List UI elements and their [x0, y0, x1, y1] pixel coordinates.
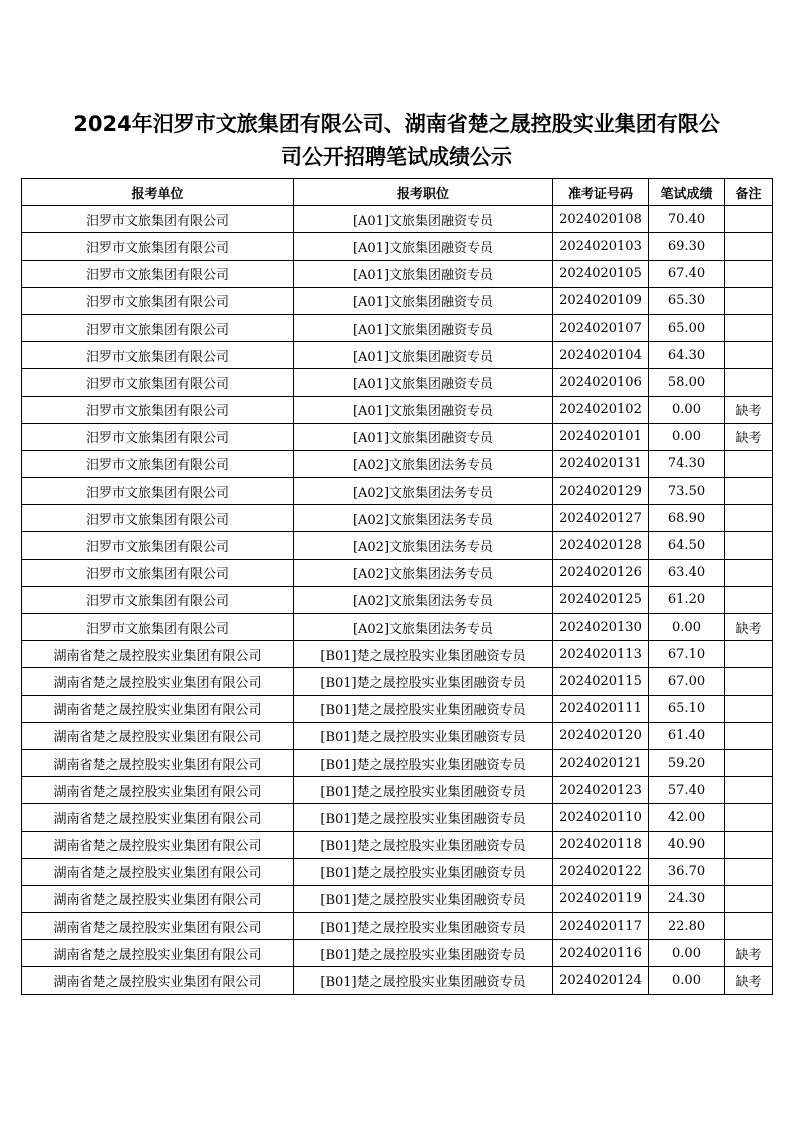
cell-score: 69.30: [649, 233, 725, 260]
cell-exam-id: 2024020101: [553, 423, 649, 450]
cell-exam-id: 2024020129: [553, 478, 649, 505]
cell-note: [725, 369, 773, 396]
table-row: [22, 559, 773, 586]
cell-note: [725, 641, 773, 668]
cell-unit: 湖南省楚之晟控股实业集团有限公司: [22, 722, 294, 749]
table-row: [22, 342, 773, 369]
cell-note: [725, 885, 773, 912]
cell-position: [B01]楚之晟控股实业集团融资专员: [294, 885, 553, 912]
header-row: [22, 179, 773, 206]
cell-unit: 湖南省楚之晟控股实业集团有限公司: [22, 749, 294, 776]
cell-note: 缺考: [725, 967, 773, 994]
table-header: [22, 179, 773, 206]
cell-position: [B01]楚之晟控股实业集团融资专员: [294, 777, 553, 804]
cell-score: 74.30: [649, 450, 725, 477]
table-row: [22, 314, 773, 341]
cell-note: [725, 722, 773, 749]
cell-note: 缺考: [725, 423, 773, 450]
header-position: 报考职位: [294, 179, 553, 206]
cell-exam-id: 2024020105: [553, 260, 649, 287]
title-line-2: 司公开招聘笔试成绩公示: [281, 145, 512, 169]
cell-position: [A02]文旅集团法务专员: [294, 450, 553, 477]
cell-score: 65.00: [649, 314, 725, 341]
cell-note: [725, 749, 773, 776]
header-score: 笔试成绩: [649, 179, 725, 206]
cell-note: [725, 913, 773, 940]
cell-position: [A02]文旅集团法务专员: [294, 532, 553, 559]
cell-note: [725, 695, 773, 722]
table-row: [22, 858, 773, 885]
cell-unit: 汨罗市文旅集团有限公司: [22, 396, 294, 423]
table-row: [22, 777, 773, 804]
cell-exam-id: 2024020116: [553, 940, 649, 967]
cell-note: [725, 777, 773, 804]
cell-note: [725, 287, 773, 314]
cell-score: 64.30: [649, 342, 725, 369]
cell-position: [A01]文旅集团融资专员: [294, 342, 553, 369]
cell-unit: 汨罗市文旅集团有限公司: [22, 206, 294, 233]
cell-note: [725, 260, 773, 287]
cell-position: [A01]文旅集团融资专员: [294, 206, 553, 233]
cell-unit: 湖南省楚之晟控股实业集团有限公司: [22, 804, 294, 831]
cell-note: 缺考: [725, 940, 773, 967]
cell-position: [A02]文旅集团法务专员: [294, 614, 553, 641]
table-row: [22, 369, 773, 396]
cell-score: 67.40: [649, 260, 725, 287]
cell-exam-id: 2024020106: [553, 369, 649, 396]
cell-score: 65.10: [649, 695, 725, 722]
cell-unit: 汨罗市文旅集团有限公司: [22, 423, 294, 450]
cell-unit: 汨罗市文旅集团有限公司: [22, 287, 294, 314]
table-row: [22, 260, 773, 287]
cell-position: [B01]楚之晟控股实业集团融资专员: [294, 641, 553, 668]
cell-unit: 湖南省楚之晟控股实业集团有限公司: [22, 940, 294, 967]
header-exam-id: 准考证号码: [553, 179, 649, 206]
cell-unit: 汨罗市文旅集团有限公司: [22, 260, 294, 287]
cell-exam-id: 2024020111: [553, 695, 649, 722]
cell-exam-id: 2024020130: [553, 614, 649, 641]
table-body: [22, 206, 773, 994]
cell-position: [A02]文旅集团法务专员: [294, 559, 553, 586]
cell-note: [725, 478, 773, 505]
cell-unit: 湖南省楚之晟控股实业集团有限公司: [22, 777, 294, 804]
cell-unit: 湖南省楚之晟控股实业集团有限公司: [22, 831, 294, 858]
cell-position: [B01]楚之晟控股实业集团融资专员: [294, 967, 553, 994]
cell-score: 58.00: [649, 369, 725, 396]
cell-score: 0.00: [649, 423, 725, 450]
cell-note: [725, 505, 773, 532]
cell-position: [B01]楚之晟控股实业集团融资专员: [294, 831, 553, 858]
cell-note: [725, 206, 773, 233]
table-row: [22, 913, 773, 940]
cell-position: [B01]楚之晟控股实业集团融资专员: [294, 940, 553, 967]
cell-position: [B01]楚之晟控股实业集团融资专员: [294, 722, 553, 749]
header-note: 备注: [725, 179, 773, 206]
cell-unit: 汨罗市文旅集团有限公司: [22, 505, 294, 532]
cell-score: 57.40: [649, 777, 725, 804]
cell-unit: 汨罗市文旅集团有限公司: [22, 478, 294, 505]
cell-score: 68.90: [649, 505, 725, 532]
cell-score: 24.30: [649, 885, 725, 912]
cell-note: [725, 559, 773, 586]
cell-exam-id: 2024020126: [553, 559, 649, 586]
cell-exam-id: 2024020108: [553, 206, 649, 233]
cell-note: [725, 858, 773, 885]
cell-unit: 湖南省楚之晟控股实业集团有限公司: [22, 641, 294, 668]
cell-exam-id: 2024020123: [553, 777, 649, 804]
table-row: [22, 641, 773, 668]
table-row: [22, 695, 773, 722]
cell-score: 42.00: [649, 804, 725, 831]
cell-position: [A01]文旅集团融资专员: [294, 396, 553, 423]
cell-position: [A02]文旅集团法务专员: [294, 586, 553, 613]
cell-note: [725, 342, 773, 369]
cell-exam-id: 2024020109: [553, 287, 649, 314]
table-row: [22, 804, 773, 831]
table-row: [22, 831, 773, 858]
title-line-1: 2024年汨罗市文旅集团有限公司、湖南省楚之晟控股实业集团有限公: [73, 112, 720, 136]
cell-position: [A01]文旅集团融资专员: [294, 369, 553, 396]
table-row: [22, 967, 773, 994]
cell-position: [A01]文旅集团融资专员: [294, 287, 553, 314]
cell-exam-id: 2024020115: [553, 668, 649, 695]
table-row: [22, 586, 773, 613]
cell-score: 67.10: [649, 641, 725, 668]
cell-exam-id: 2024020125: [553, 586, 649, 613]
cell-unit: 汨罗市文旅集团有限公司: [22, 314, 294, 341]
cell-exam-id: 2024020124: [553, 967, 649, 994]
cell-exam-id: 2024020110: [553, 804, 649, 831]
cell-unit: 汨罗市文旅集团有限公司: [22, 614, 294, 641]
results-table: [21, 178, 773, 995]
table-row: [22, 749, 773, 776]
cell-unit: 汨罗市文旅集团有限公司: [22, 532, 294, 559]
cell-note: 缺考: [725, 614, 773, 641]
table-row: [22, 396, 773, 423]
cell-score: 59.20: [649, 749, 725, 776]
cell-position: [A01]文旅集团融资专员: [294, 233, 553, 260]
table-row: [22, 614, 773, 641]
cell-note: [725, 586, 773, 613]
table-row: [22, 206, 773, 233]
cell-position: [A02]文旅集团法务专员: [294, 478, 553, 505]
cell-position: [B01]楚之晟控股实业集团融资专员: [294, 858, 553, 885]
cell-unit: 湖南省楚之晟控股实业集团有限公司: [22, 885, 294, 912]
cell-exam-id: 2024020119: [553, 885, 649, 912]
table-row: [22, 505, 773, 532]
cell-unit: 湖南省楚之晟控股实业集团有限公司: [22, 668, 294, 695]
cell-unit: 汨罗市文旅集团有限公司: [22, 586, 294, 613]
cell-unit: 湖南省楚之晟控股实业集团有限公司: [22, 913, 294, 940]
cell-score: 70.40: [649, 206, 725, 233]
cell-exam-id: 2024020104: [553, 342, 649, 369]
cell-note: [725, 314, 773, 341]
cell-score: 40.90: [649, 831, 725, 858]
cell-exam-id: 2024020107: [553, 314, 649, 341]
cell-note: [725, 804, 773, 831]
cell-score: 67.00: [649, 668, 725, 695]
cell-exam-id: 2024020122: [553, 858, 649, 885]
cell-score: 73.50: [649, 478, 725, 505]
cell-note: [725, 668, 773, 695]
table-row: [22, 478, 773, 505]
cell-position: [A01]文旅集团融资专员: [294, 260, 553, 287]
cell-exam-id: 2024020117: [553, 913, 649, 940]
cell-score: 64.50: [649, 532, 725, 559]
table-row: [22, 940, 773, 967]
table-row: [22, 532, 773, 559]
cell-score: 0.00: [649, 967, 725, 994]
cell-unit: 湖南省楚之晟控股实业集团有限公司: [22, 967, 294, 994]
cell-score: 65.30: [649, 287, 725, 314]
cell-position: [B01]楚之晟控股实业集团融资专员: [294, 695, 553, 722]
cell-note: 缺考: [725, 396, 773, 423]
cell-position: [B01]楚之晟控股实业集团融资专员: [294, 749, 553, 776]
cell-exam-id: 2024020103: [553, 233, 649, 260]
cell-score: 63.40: [649, 559, 725, 586]
table-row: [22, 423, 773, 450]
cell-score: 36.70: [649, 858, 725, 885]
cell-score: 61.40: [649, 722, 725, 749]
cell-exam-id: 2024020120: [553, 722, 649, 749]
table-row: [22, 668, 773, 695]
header-unit: 报考单位: [22, 179, 294, 206]
cell-position: [A02]文旅集团法务专员: [294, 505, 553, 532]
cell-score: 0.00: [649, 614, 725, 641]
cell-unit: 汨罗市文旅集团有限公司: [22, 450, 294, 477]
table-row: [22, 233, 773, 260]
cell-note: [725, 450, 773, 477]
cell-exam-id: 2024020131: [553, 450, 649, 477]
cell-unit: 湖南省楚之晟控股实业集团有限公司: [22, 695, 294, 722]
cell-note: [725, 532, 773, 559]
cell-unit: 汨罗市文旅集团有限公司: [22, 369, 294, 396]
cell-exam-id: 2024020127: [553, 505, 649, 532]
cell-unit: 湖南省楚之晟控股实业集团有限公司: [22, 858, 294, 885]
cell-exam-id: 2024020113: [553, 641, 649, 668]
table-row: [22, 450, 773, 477]
cell-score: 0.00: [649, 396, 725, 423]
cell-unit: 汨罗市文旅集团有限公司: [22, 559, 294, 586]
cell-exam-id: 2024020118: [553, 831, 649, 858]
cell-score: 0.00: [649, 940, 725, 967]
cell-position: [A01]文旅集团融资专员: [294, 423, 553, 450]
table-row: [22, 722, 773, 749]
cell-note: [725, 233, 773, 260]
cell-note: [725, 831, 773, 858]
cell-exam-id: 2024020128: [553, 532, 649, 559]
cell-exam-id: 2024020102: [553, 396, 649, 423]
cell-unit: 汨罗市文旅集团有限公司: [22, 233, 294, 260]
cell-position: [A01]文旅集团融资专员: [294, 314, 553, 341]
table-row: [22, 287, 773, 314]
cell-position: [B01]楚之晟控股实业集团融资专员: [294, 804, 553, 831]
cell-unit: 汨罗市文旅集团有限公司: [22, 342, 294, 369]
table-row: [22, 885, 773, 912]
cell-exam-id: 2024020121: [553, 749, 649, 776]
cell-position: [B01]楚之晟控股实业集团融资专员: [294, 668, 553, 695]
document-title: [20, 108, 773, 174]
cell-position: [B01]楚之晟控股实业集团融资专员: [294, 913, 553, 940]
cell-score: 61.20: [649, 586, 725, 613]
cell-score: 22.80: [649, 913, 725, 940]
